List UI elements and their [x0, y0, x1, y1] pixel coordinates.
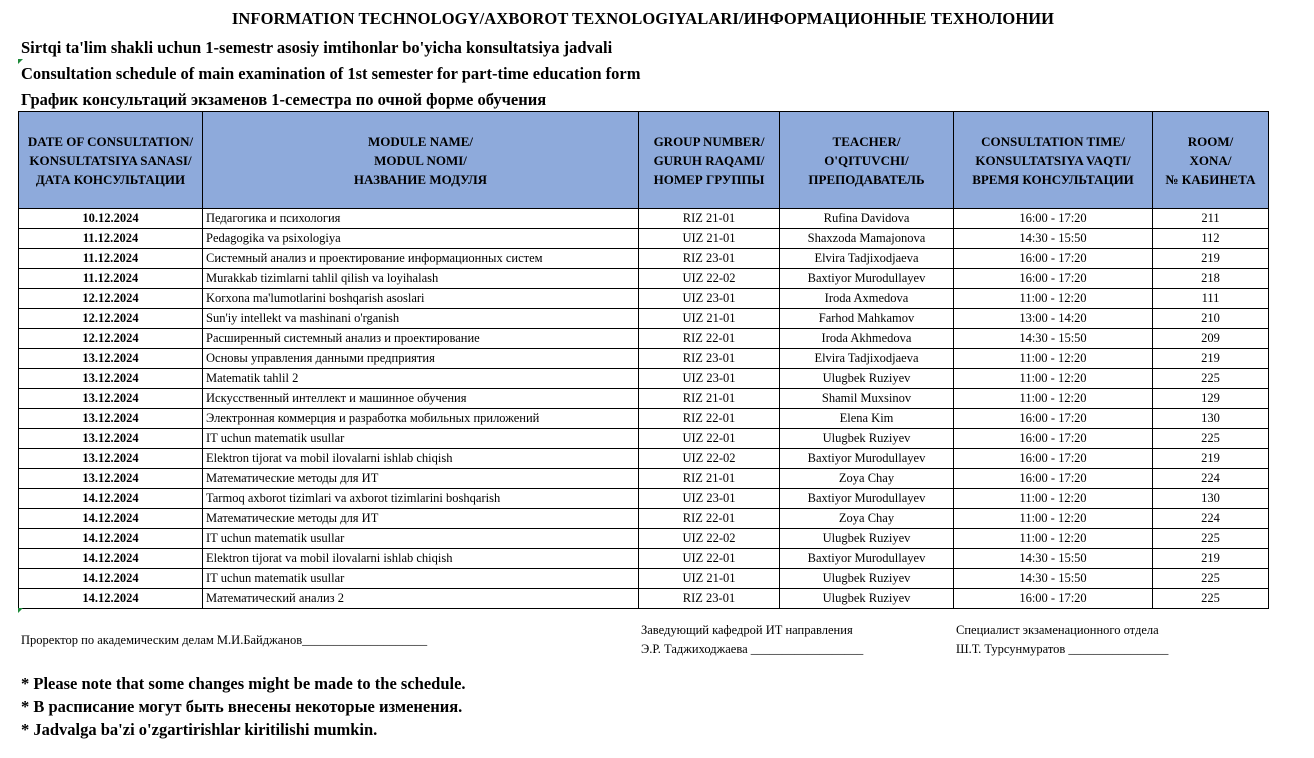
cell-room: 219 [1153, 449, 1269, 469]
cell-time: 16:00 - 17:20 [954, 429, 1153, 449]
cell-date: 14.12.2024 [19, 589, 203, 609]
cell-module: Основы управления данными предприятия [203, 349, 639, 369]
header-line: ПРЕПОДАВАТЕЛЬ [808, 171, 925, 187]
table-row [19, 289, 1269, 309]
cell-date: 13.12.2024 [19, 409, 203, 429]
table-row [19, 529, 1269, 549]
cell-time: 16:00 - 17:20 [954, 249, 1153, 269]
cell-module: Matematik tahlil 2 [203, 369, 639, 389]
table-row [19, 209, 1269, 229]
cell-time: 16:00 - 17:20 [954, 589, 1153, 609]
cell-room: 130 [1153, 409, 1269, 429]
cell-time: 16:00 - 17:20 [954, 269, 1153, 289]
cell-room: 210 [1153, 309, 1269, 329]
cell-room: 219 [1153, 349, 1269, 369]
cell-room: 130 [1153, 489, 1269, 509]
department-head-title: Заведующий кафедрой ИТ направления [641, 623, 853, 637]
cell-group: UIZ 22-02 [639, 449, 780, 469]
cell-module: Sun'iy intellekt va mashinani o'rganish [203, 309, 639, 329]
cell-date: 13.12.2024 [19, 449, 203, 469]
cell-room: 211 [1153, 209, 1269, 229]
header-line: № КАБИНЕТА [1165, 171, 1256, 187]
cell-teacher: Baxtiyor Murodullayev [780, 449, 954, 469]
table-row [19, 389, 1269, 409]
table-row [19, 449, 1269, 469]
cell-teacher: Iroda Axmedova [780, 289, 954, 309]
cell-teacher: Farhod Mahkamov [780, 309, 954, 329]
header-line: GROUP NUMBER/ [653, 133, 765, 149]
note-ru: * В расписание могут быть внесены некоторые изменения. [21, 697, 463, 716]
cell-time: 16:00 - 17:20 [954, 409, 1153, 429]
column-header-module [203, 112, 639, 209]
subtitle-en: Consultation schedule of main examination of 1st semester for part-time education form [21, 64, 641, 83]
note-en: * Please note that some changes might be made to the schedule. [21, 674, 466, 693]
cell-time: 14:30 - 15:50 [954, 549, 1153, 569]
cell-module: IT uchun matematik usullar [203, 569, 639, 589]
cell-date: 14.12.2024 [19, 489, 203, 509]
cell-time: 14:30 - 15:50 [954, 569, 1153, 589]
cell-room: 219 [1153, 249, 1269, 269]
cell-group: UIZ 22-01 [639, 429, 780, 449]
department-head-signature: Э.Р. Таджиходжаева __________________ [641, 642, 864, 656]
cell-module: Математические методы для ИТ [203, 469, 639, 489]
cell-teacher: Rufina Davidova [780, 209, 954, 229]
table-row [19, 309, 1269, 329]
cell-teacher: Iroda Akhmedova [780, 329, 954, 349]
cell-room: 225 [1153, 529, 1269, 549]
cell-time: 14:30 - 15:50 [954, 329, 1153, 349]
cell-group: RIZ 23-01 [639, 249, 780, 269]
cell-date: 14.12.2024 [19, 569, 203, 589]
table-row [19, 409, 1269, 429]
header-line: НОМЕР ГРУППЫ [653, 171, 765, 187]
cell-group: UIZ 23-01 [639, 369, 780, 389]
cell-room: 225 [1153, 589, 1269, 609]
cell-teacher: Ulugbek Ruziyev [780, 569, 954, 589]
cell-time: 11:00 - 12:20 [954, 389, 1153, 409]
table-row [19, 369, 1269, 389]
cell-module: Математический анализ 2 [203, 589, 639, 609]
cell-module: Murakkab tizimlarni tahlil qilish va loyihalash [203, 269, 639, 289]
header-line: DATE OF CONSULTATION/ [27, 133, 194, 149]
table-row [19, 469, 1269, 489]
cell-time: 11:00 - 12:20 [954, 289, 1153, 309]
cell-group: UIZ 21-01 [639, 229, 780, 249]
cell-module: Системный анализ и проектирование информационных систем [203, 249, 639, 269]
cell-date: 11.12.2024 [19, 269, 203, 289]
header-line: GURUH RAQAMI/ [653, 152, 765, 168]
cell-date: 11.12.2024 [19, 249, 203, 269]
header-line: ДАТА КОНСУЛЬТАЦИИ [35, 171, 186, 187]
cell-room: 219 [1153, 549, 1269, 569]
header-line: MODUL NOMI/ [374, 152, 467, 168]
cell-module: Расширенный системный анализ и проектирование [203, 329, 639, 349]
cell-teacher: Zoya Chay [780, 469, 954, 489]
table-row [19, 569, 1269, 589]
cell-group: UIZ 21-01 [639, 569, 780, 589]
exam-specialist-title: Специалист экзаменационного отдела [956, 623, 1159, 637]
cell-module: Математические методы для ИТ [203, 509, 639, 529]
cell-teacher: Elvira Tadjixodjaeva [780, 249, 954, 269]
cell-time: 11:00 - 12:20 [954, 369, 1153, 389]
header-line: MODULE NAME/ [367, 133, 474, 149]
prorector-signature: Проректор по академическим делам М.И.Байджанов____________________ [21, 633, 428, 647]
cell-room: 225 [1153, 569, 1269, 589]
cell-date: 14.12.2024 [19, 529, 203, 549]
cell-group: UIZ 23-01 [639, 489, 780, 509]
cell-date: 12.12.2024 [19, 289, 203, 309]
cell-time: 16:00 - 17:20 [954, 449, 1153, 469]
column-header-room [1153, 112, 1269, 209]
cell-time: 16:00 - 17:20 [954, 209, 1153, 229]
cell-module: Korxona ma'lumotlarini boshqarish asoslari [203, 289, 639, 309]
cell-room: 218 [1153, 269, 1269, 289]
header-line: CONSULTATION TIME/ [981, 133, 1125, 149]
header-line: KONSULTATSIYA SANASI/ [29, 152, 192, 168]
cell-teacher: Baxtiyor Murodullayev [780, 549, 954, 569]
table-row [19, 549, 1269, 569]
cell-room: 209 [1153, 329, 1269, 349]
cell-date: 12.12.2024 [19, 329, 203, 349]
cell-date: 14.12.2024 [19, 509, 203, 529]
cell-teacher: Ulugbek Ruziyev [780, 429, 954, 449]
cell-teacher: Baxtiyor Murodullayev [780, 489, 954, 509]
cell-time: 11:00 - 12:20 [954, 489, 1153, 509]
table-row [19, 589, 1269, 609]
cell-comment-marker [18, 608, 23, 613]
cell-teacher: Elvira Tadjixodjaeva [780, 349, 954, 369]
cell-module: IT uchun matematik usullar [203, 429, 639, 449]
cell-module: Pedagogika va psixologiya [203, 229, 639, 249]
header-line: XONA/ [1189, 152, 1232, 168]
cell-group: UIZ 21-01 [639, 309, 780, 329]
column-header-group [639, 112, 780, 209]
column-header-teacher [780, 112, 954, 209]
cell-group: UIZ 22-01 [639, 549, 780, 569]
cell-teacher: Ulugbek Ruziyev [780, 589, 954, 609]
header-line: KONSULTATSIYA VAQTI/ [975, 152, 1131, 168]
cell-module: Elektron tijorat va mobil ilovalarni ishlab chiqish [203, 449, 639, 469]
table-row [19, 509, 1269, 529]
cell-room: 224 [1153, 509, 1269, 529]
cell-group: UIZ 22-02 [639, 269, 780, 289]
cell-module: Педагогика и психология [203, 209, 639, 229]
cell-group: RIZ 23-01 [639, 349, 780, 369]
cell-module: Искусственный интеллект и машинное обучения [203, 389, 639, 409]
column-header-time [954, 112, 1153, 209]
header-line: ROOM/ [1187, 133, 1234, 149]
cell-date: 13.12.2024 [19, 469, 203, 489]
cell-teacher: Ulugbek Ruziyev [780, 529, 954, 549]
cell-date: 13.12.2024 [19, 389, 203, 409]
cell-group: RIZ 21-01 [639, 389, 780, 409]
cell-group: RIZ 21-01 [639, 469, 780, 489]
table-row [19, 329, 1269, 349]
cell-time: 14:30 - 15:50 [954, 229, 1153, 249]
column-header-date [19, 112, 203, 209]
cell-group: RIZ 22-01 [639, 509, 780, 529]
cell-date: 12.12.2024 [19, 309, 203, 329]
cell-time: 11:00 - 12:20 [954, 529, 1153, 549]
note-uz: * Jadvalga ba'zi o'zgartirishlar kiritilishi mumkin. [21, 720, 378, 739]
cell-room: 225 [1153, 429, 1269, 449]
cell-date: 14.12.2024 [19, 549, 203, 569]
cell-group: RIZ 22-01 [639, 329, 780, 349]
subtitle-ru: График консультаций экзаменов 1-семестра по очной форме обучения [21, 90, 547, 109]
cell-teacher: Elena Kim [780, 409, 954, 429]
table-row [19, 489, 1269, 509]
cell-teacher: Ulugbek Ruziyev [780, 369, 954, 389]
cell-date: 10.12.2024 [19, 209, 203, 229]
cell-date: 13.12.2024 [19, 429, 203, 449]
exam-specialist-signature: Ш.Т. Турсунмуратов ________________ [956, 642, 1169, 656]
header-line: O'QITUVCHI/ [824, 152, 909, 168]
cell-module: Электронная коммерция и разработка мобильных приложений [203, 409, 639, 429]
cell-date: 13.12.2024 [19, 369, 203, 389]
cell-module: Elektron tijorat va mobil ilovalarni ishlab chiqish [203, 549, 639, 569]
consultation-schedule-table [18, 111, 1269, 609]
table-body [19, 209, 1269, 609]
cell-time: 13:00 - 14:20 [954, 309, 1153, 329]
table-header-row [19, 112, 1269, 209]
cell-group: UIZ 22-02 [639, 529, 780, 549]
cell-date: 11.12.2024 [19, 229, 203, 249]
cell-teacher: Zoya Chay [780, 509, 954, 529]
cell-group: RIZ 21-01 [639, 209, 780, 229]
cell-room: 225 [1153, 369, 1269, 389]
cell-time: 16:00 - 17:20 [954, 469, 1153, 489]
header-line: НАЗВАНИЕ МОДУЛЯ [353, 171, 488, 187]
cell-room: 224 [1153, 469, 1269, 489]
cell-teacher: Shaxzoda Mamajonova [780, 229, 954, 249]
table-row [19, 249, 1269, 269]
table-row [19, 229, 1269, 249]
cell-time: 11:00 - 12:20 [954, 349, 1153, 369]
cell-teacher: Baxtiyor Murodullayev [780, 269, 954, 289]
subtitle-uz: Sirtqi ta'lim shakli uchun 1-semestr asosiy imtihonlar bo'yicha konsultatsiya jadvali [21, 38, 613, 57]
table-row [19, 429, 1269, 449]
header-line: ВРЕМЯ КОНСУЛЬТАЦИИ [972, 171, 1134, 187]
cell-room: 111 [1153, 289, 1269, 309]
cell-group: RIZ 22-01 [639, 409, 780, 429]
page-title: INFORMATION TECHNOLOGY/AXBOROT TEXNOLOGIYALARI/ИНФОРМАЦИОННЫЕ ТЕХНОЛОНИИ [231, 9, 1055, 28]
cell-room: 112 [1153, 229, 1269, 249]
cell-room: 129 [1153, 389, 1269, 409]
table-row [19, 269, 1269, 289]
cell-date: 13.12.2024 [19, 349, 203, 369]
header-line: TEACHER/ [832, 133, 901, 149]
table-row [19, 349, 1269, 369]
cell-teacher: Shamil Muxsinov [780, 389, 954, 409]
cell-module: Tarmoq axborot tizimlari va axborot tizimlarini boshqarish [203, 489, 639, 509]
cell-time: 11:00 - 12:20 [954, 509, 1153, 529]
cell-module: IT uchun matematik usullar [203, 529, 639, 549]
cell-group: UIZ 23-01 [639, 289, 780, 309]
cell-group: RIZ 23-01 [639, 589, 780, 609]
